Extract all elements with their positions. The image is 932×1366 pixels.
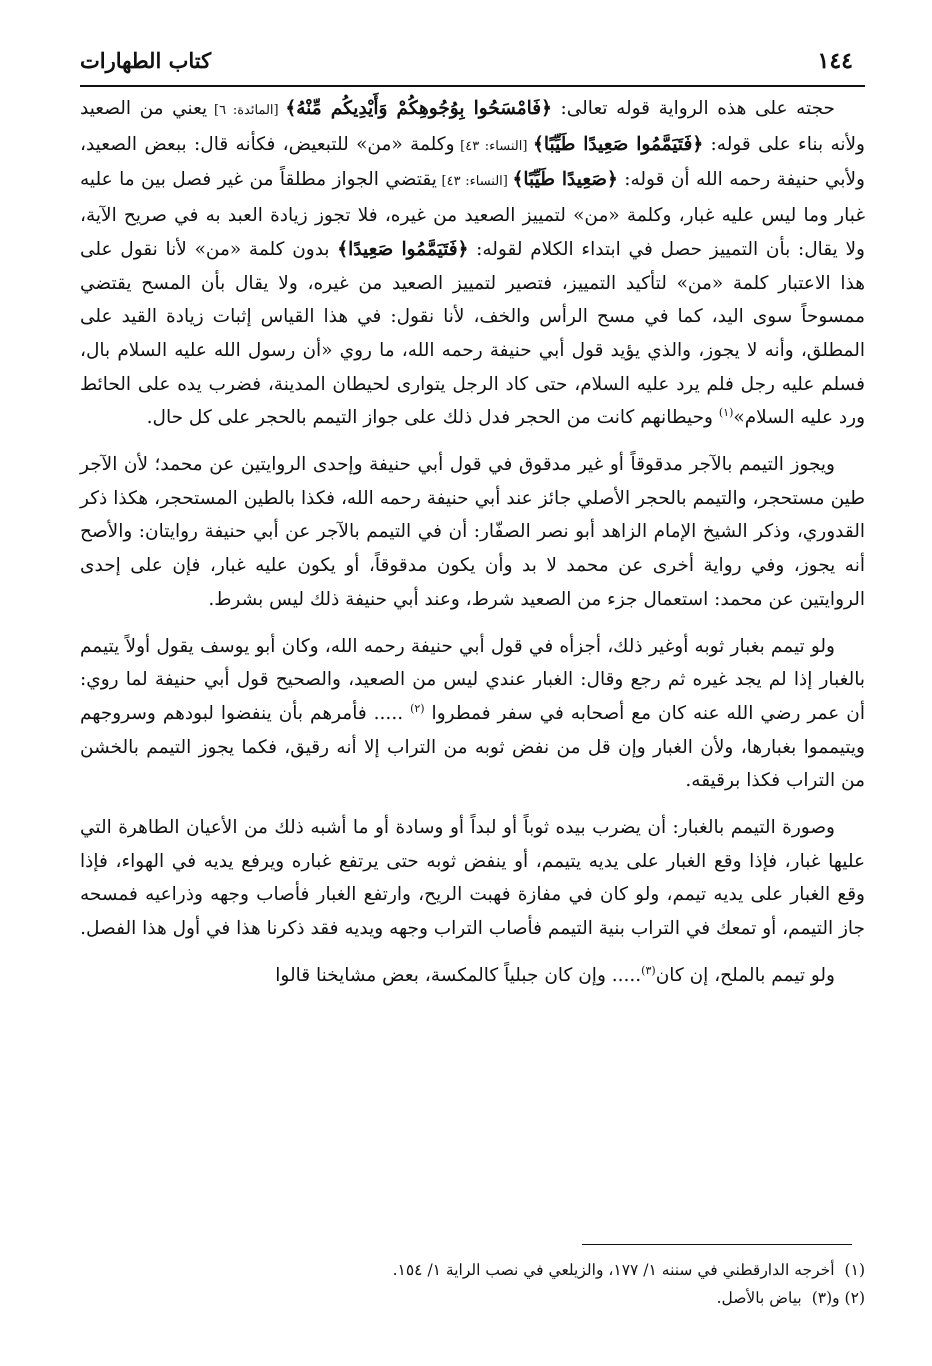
verse-reference: [المائدة: ٦] [207, 103, 286, 118]
page-number: ١٤٤ [817, 48, 853, 74]
quran-verse: ﴿فَتَيَمَّمُوا صَعِيدًا طَيِّبًا﴾ [533, 133, 704, 155]
footnote-text: بياض بالأصل. [716, 1289, 802, 1307]
footnote-mark: (٢) و(٣) [811, 1289, 865, 1307]
quran-verse: ﴿فَتَيَمَّمُوا صَعِيدًا﴾ [337, 238, 469, 260]
paragraph-5: ولو تيمم بالملح، إن كان$^{(٣)}$..... وإن كان جبلياً كالمكسة، بعض مشايخنا قالوا [275, 963, 835, 986]
footnote [80, 1284, 865, 1312]
footnote-ref-2: (٢) [410, 701, 425, 715]
paragraph-3: ولو تيمم بغبار ثوبه أوغير ذلك، أجزأه في قول أبي حنيفة رحمه الله، وكان أبو يوسف يقول أولاً يتيمم بالغبار إذا لم يجد غيره ثم رجع وقال: الغبار عندي ليس من الصعيد، والصحيح قول أبي حنيفة لما روي: أن عمر رضي الله عنه كان مع أصحابه في سفر فمطروا $^{(٢)}$ ..... فأمرهم بأن ينفضوا لبودهم وسروجهم ويتيمموا بغبارها، ولأن الغبار وإن قل من نفض ثوبه من التراب إلا أنه رقيق، فكما يجوز التيمم بالخشن من التراب فكذا برقيقه. [80, 635, 865, 792]
footnote-mark: (١) [844, 1261, 865, 1279]
footnote [80, 1256, 865, 1284]
main-text [80, 92, 865, 993]
footnote-divider [582, 1244, 852, 1245]
footnote-ref-3: (٣) [641, 963, 656, 977]
footnotes [80, 1256, 865, 1312]
paragraph-2: ويجوز التيمم بالآجر مدقوقاً أو غير مدقوق في قول أبي حنيفة وإحدى الروايتين عن محمد؛ لأن الآجر طين مستحجر، والتيمم بالحجر الأصلي جائز عند أبي حنيفة رحمه الله، فكذا بالطين المستحجر، هكذا ذكر القدوري، وذكر الشيخ الإمام الزاهد أبو نصر الصفّار: أن في التيمم بالآجر عن أبي حنيفة روايتان: والأصح أنه يجوز، وفي رواية أخرى عن محمد لا بد وأن يكون مدقوقاً، أو يكون عليه غبار، فإن على إحدى الروايتين عن محمد: استعمال جزء من الصعيد شرط، وعند أبي حنيفة ذلك ليس بشرط. [80, 454, 865, 610]
header-divider [80, 85, 865, 87]
footnote-ref-1: (١) [718, 406, 734, 420]
verse-reference: [النساء: ٤٣] [436, 174, 513, 190]
paragraph-1: حجته على هذه الرواية قوله تعالى: ﴿فَامْسَحُوا بِوُجُوهِكُمْ وَأَيْدِيكُم مِّنْهُ﴾ [المائدة: ٦] يعني من الصعيد ولأنه بناء على قوله: ﴿فَتَيَمَّمُوا صَعِيدًا طَيِّبًا﴾ [النساء: ٤٣] وكلمة «من» للتبعيض، فكأنه قال: ببعض الصعيد، ولأبي حنيفة رحمه الله أن قوله: ﴿صَعِيدًا طَيِّبًا﴾ [النساء: ٤٣] يقتضي الجواز مطلقاً من غير فصل بين ما عليه غبار وما ليس عليه غبار، وكلمة «من» لتمييز الصعيد من غيره، فلا تجوز زيادة العبد به في صريح الآية، ولا يقال: بأن التمييز حصل في ابتداء الكلام لقوله: ﴿فَتَيَمَّمُوا صَعِيدًا﴾ بدون كلمة «من» لأنا نقول على هذا الاعتبار كلمة «من» لتأكيد التمييز، فتصير لتمييز الصعيد من غيره، ولا يقال بأن المسح يقتضي ممسوحاً سوى اليد، كما في مسح الرأس والخف، لأنا نقول: في هذا القياس إثبات زيادة القيد على المطلق، وأنه لا يجوز، والذي يؤيد قول أبي حنيفة رحمه الله، ما روي «أن رسول الله عليه السلام بال، فسلم عليه رجل فلم يرد عليه السلام، حتى كاد الرجل يتوارى لحيطان المدينة، فضرب يده على الحائط ورد عليه السلام»$^{(١)}$ وحيطانهم كانت من الحجر فدل ذلك على جواز التيمم بالحجر على كل حال. [80, 98, 865, 429]
quran-verse: ﴿صَعِيدًا طَيِّبًا﴾ [512, 169, 618, 191]
quran-verse: ﴿فَامْسَحُوا بِوُجُوهِكُمْ وَأَيْدِيكُم مِّنْهُ﴾ [285, 98, 552, 119]
footnote-text: أخرجه الدارقطني في سننه ١/ ١٧٧، والزيلعي في نصب الراية ١/ ١٥٤. [392, 1261, 835, 1279]
book-title: كتاب الطهارات [80, 48, 212, 73]
verse-reference: [النساء: ٤٣] [454, 138, 534, 154]
page-header [80, 44, 865, 78]
paragraph-4: وصورة التيمم بالغبار: أن يضرب بيده ثوباً أو لبداً أو وسادة أو ما أشبه ذلك من الأعيان الطاهرة التي عليها غبار، فإذا وقع الغبار على يديه يتيمم، أو ينفض ثوبه حتى يرتفع غباره ويرفع يديه في الهواء، فإذا وقع الغبار على يديه تيمم، ولو كان في مفازة فهبت الريح، وارتفع الغبار فأصاب وجهه وذراعيه فمسحه جاز التيمم، أو تمعك في التراب بنية التيمم فأصاب التراب وجهه ويديه فقد ذكرنا هذا في أول هذا الفصل. [80, 817, 865, 940]
